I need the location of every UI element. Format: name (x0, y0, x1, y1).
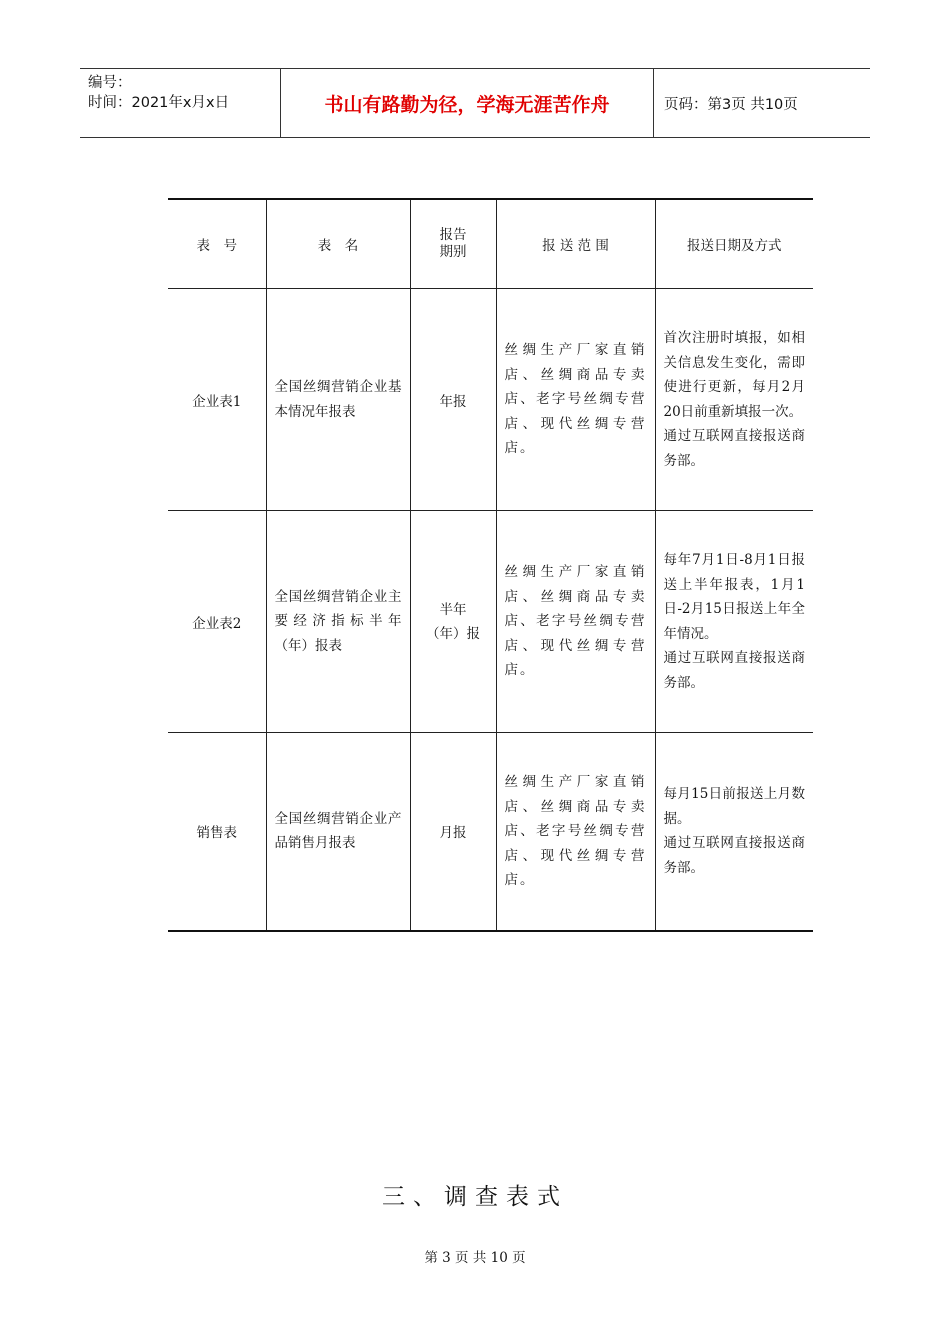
row-period: 月报 (410, 733, 496, 931)
page-footer: 第 3 页 共 10 页 (424, 1250, 526, 1266)
row-method-text: 每月15日前报送上月数据。 (663, 786, 805, 827)
row-name: 全国丝绸营销企业主要经济指标半年（年）报表 (266, 511, 410, 733)
row-code: 企业表1 (168, 289, 266, 511)
row-period: 半年（年）报 (410, 511, 496, 733)
row-code: 企业表2 (168, 511, 266, 733)
table-row (168, 511, 813, 733)
row-method-text: 首次注册时填报，如相关信息发生变化，需即使进行更新，每月2月20日前重新填报一次。 (663, 330, 805, 420)
section-title: 三、调查表式 (382, 1184, 568, 1210)
header-period: 报告期别 (410, 199, 496, 289)
header-name: 表 名 (266, 199, 410, 289)
header-motto: 书山有路勤为径，学海无涯苦作舟 (281, 69, 654, 137)
row-name: 全国丝绸营销企业产品销售月报表 (266, 733, 410, 931)
report-table (168, 198, 813, 932)
row-method (655, 289, 813, 511)
page-header (80, 68, 870, 138)
row-scope: 丝绸生产厂家直销店、丝绸商品专卖店、老字号丝绸专营店、现代丝绸专营店。 (496, 733, 655, 931)
header-method: 报送日期及方式 (655, 199, 813, 289)
row-method-text: 每年7月1日-8月1日报送上半年报表，1月1日-2月15日报送上年全年情况。 (663, 552, 805, 642)
row-method-note: 通过互联网直接报送商务部。 (663, 650, 805, 691)
row-method (655, 511, 813, 733)
table-row (168, 289, 813, 511)
doc-number-label: 编号： (88, 75, 132, 91)
row-method (655, 733, 813, 931)
row-code: 销售表 (168, 733, 266, 931)
row-period: 年报 (410, 289, 496, 511)
header-code: 表 号 (168, 199, 266, 289)
doc-time-label: 时间：2021年x月x日 (88, 95, 230, 111)
header-page-number: 页码：第3页 共10页 (664, 96, 798, 113)
table-row (168, 733, 813, 931)
row-scope: 丝绸生产厂家直销店、丝绸商品专卖店、老字号丝绸专营店、现代丝绸专营店。 (496, 289, 655, 511)
row-method-note: 通过互联网直接报送商务部。 (663, 428, 805, 469)
header-scope: 报 送 范 围 (496, 199, 655, 289)
row-method-note: 通过互联网直接报送商务部。 (663, 835, 805, 876)
row-name: 全国丝绸营销企业基本情况年报表 (266, 289, 410, 511)
header-meta (80, 69, 281, 137)
table-header-row (168, 199, 813, 289)
row-scope: 丝绸生产厂家直销店、丝绸商品专卖店、老字号丝绸专营店、现代丝绸专营店。 (496, 511, 655, 733)
